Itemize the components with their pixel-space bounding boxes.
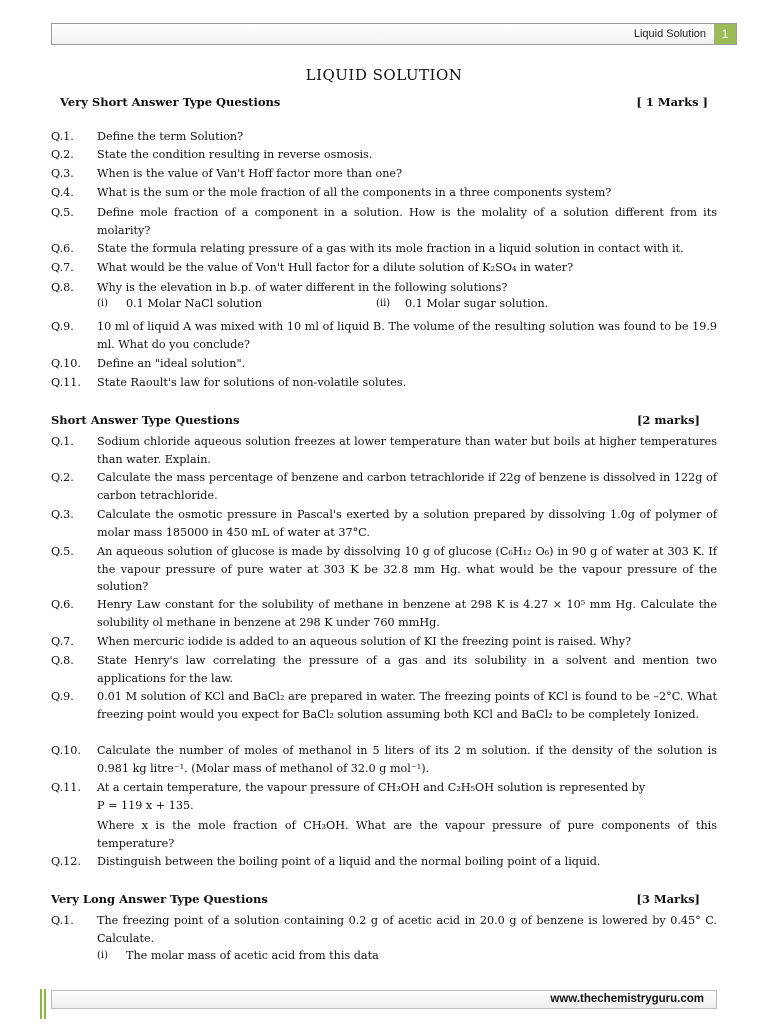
- question-number: Q.10.: [51, 357, 81, 370]
- question-text: When is the value of Van't Hoff factor more than one?: [97, 167, 403, 180]
- question-text: 10 ml of liquid A was mixed with 10 ml of liquid B. The volume of the resulting solution was found to be 19.9 ml. What do you conclude?: [97, 320, 717, 351]
- question-number: Q.1.: [51, 130, 74, 143]
- question-number: Q.4.: [51, 186, 74, 199]
- section-heading: Very Short Answer Type Questions: [60, 95, 281, 109]
- question-text: State the formula relating pressure of a gas with its mole fraction in a liquid solution in contact with it.: [97, 242, 684, 255]
- question-number: Q.6.: [51, 598, 74, 611]
- question-text: Calculate the number of moles of methanol in 5 liters of its 2 m solution. if the density of the solution is 0.981 kg litre⁻¹. (Molar mass of methanol of 32.0 g mol⁻¹).: [97, 744, 717, 775]
- question-text: Why is the elevation in b.p. of water different in the following solutions?: [97, 281, 508, 294]
- option-label: (ii): [376, 298, 391, 309]
- question-text: When mercuric iodide is added to an aqueous solution of KI the freezing point is raised. Why?: [97, 635, 632, 648]
- question-text: State Henry's law correlating the pressure of a gas and its solubility in a solvent and mention two applications for the law.: [97, 654, 717, 685]
- document-title: LIQUID SOLUTION: [305, 66, 463, 84]
- question-text: Sodium chloride aqueous solution freezes at lower temperature than water but boils at higher temperatures than water. Explain.: [97, 435, 717, 466]
- question-number: Q.5.: [51, 206, 74, 219]
- question-text: Define an "ideal solution".: [97, 357, 246, 370]
- question-text: State the condition resulting in reverse osmosis.: [97, 148, 373, 161]
- question-number: Q.2.: [51, 148, 74, 161]
- option-text: The molar mass of acetic acid from this data: [126, 949, 379, 962]
- page-footer: [51, 990, 717, 1009]
- question-number: Q.10.: [51, 744, 81, 757]
- question-text: State Raoult's law for solutions of non-volatile solutes.: [97, 376, 407, 389]
- option-text: 0.1 Molar NaCl solution: [126, 297, 263, 310]
- accent-bar: [40, 989, 42, 1019]
- question-number: Q.11.: [51, 376, 81, 389]
- option-label: (i): [97, 950, 109, 961]
- question-number: Q.5.: [51, 545, 74, 558]
- option-text: 0.1 Molar sugar solution.: [405, 297, 549, 310]
- question-text: What would be the value of Von't Hull factor for a dilute solution of K₂SO₄ in water?: [97, 261, 574, 274]
- question-number: Q.7.: [51, 635, 74, 648]
- accent-bar: [44, 989, 46, 1019]
- question-text: Henry Law constant for the solubility of methane in benzene at 298 K is 4.27 × 10⁵ mm Hg. Calculate the solubility ol methane in benzene at 298 K under 760 mmHg.: [97, 598, 717, 629]
- section-heading: Very Long Answer Type Questions: [51, 892, 268, 906]
- question-text: 0.01 M solution of KCl and BaCl₂ are prepared in water. The freezing points of KCl is found to be –2°C. What freezing point would you expect for BaCl₂ solution assuming both KCl and BaCl₂ to be completely Ionized.: [97, 690, 717, 721]
- question-number: Q.7.: [51, 261, 74, 274]
- question-number: Q.8.: [51, 654, 74, 667]
- footer-url[interactable]: www.thechemistryguru.com: [550, 993, 704, 1005]
- footer-accent-bars: [40, 989, 48, 1019]
- option-label: (i): [97, 298, 109, 309]
- question-text: Calculate the osmotic pressure in Pascal's exerted by a solution prepared by dissolving 1.0g of polymer of molar mass 185000 in 450 mL of water at 37°C.: [97, 508, 717, 539]
- question-number: Q.12.: [51, 855, 81, 868]
- question-text: At a certain temperature, the vapour pressure of CH₃OH and C₂H₅OH solution is represented by: [97, 781, 646, 794]
- question-number: Q.9.: [51, 320, 74, 333]
- question-text-continued: Where x is the mole fraction of CH₃OH. What are the vapour pressure of pure components of this temperature?: [97, 819, 717, 850]
- question-text: What is the sum or the mole fraction of all the components in a three components system?: [97, 186, 612, 199]
- question-formula: P = 119 x + 135.: [97, 799, 194, 812]
- question-number: Q.8.: [51, 281, 74, 294]
- question-text: Distinguish between the boiling point of a liquid and the normal boiling point of a liquid.: [97, 855, 601, 868]
- question-number: Q.11.: [51, 781, 81, 794]
- page-number: 1: [714, 24, 736, 44]
- question-number: Q.2.: [51, 471, 74, 484]
- section-marks: [2 marks]: [636, 413, 700, 427]
- section-heading: Short Answer Type Questions: [51, 413, 240, 427]
- question-text: An aqueous solution of glucose is made by dissolving 10 g of glucose (C₆H₁₂ O₆) in 90 g of water at 303 K. If the vapour pressure of pure water at 303 K be 32.8 mm Hg. what would be the vapour pressure of the solution?: [97, 545, 717, 593]
- question-text: Define the term Solution?: [97, 130, 244, 143]
- question-number: Q.3.: [51, 167, 74, 180]
- section-marks: [3 Marks]: [636, 892, 700, 906]
- page-header: [51, 23, 737, 45]
- question-text: Define mole fraction of a component in a solution. How is the molality of a solution different from its molarity?: [97, 206, 717, 237]
- question-number: Q.3.: [51, 508, 74, 521]
- question-number: Q.1.: [51, 435, 74, 448]
- question-text: Calculate the mass percentage of benzene and carbon tetrachloride if 22g of benzene is dissolved in 122g of carbon tetrachloride.: [97, 471, 717, 502]
- question-number: Q.6.: [51, 242, 74, 255]
- question-number: Q.1.: [51, 914, 74, 927]
- section-marks: [ 1 Marks ]: [636, 95, 708, 109]
- header-title: Liquid Solution: [633, 28, 706, 40]
- question-number: Q.9.: [51, 690, 74, 703]
- question-text: The freezing point of a solution containing 0.2 g of acetic acid in 20.0 g of benzene is lowered by 0.45° C. Calculate.: [97, 914, 717, 945]
